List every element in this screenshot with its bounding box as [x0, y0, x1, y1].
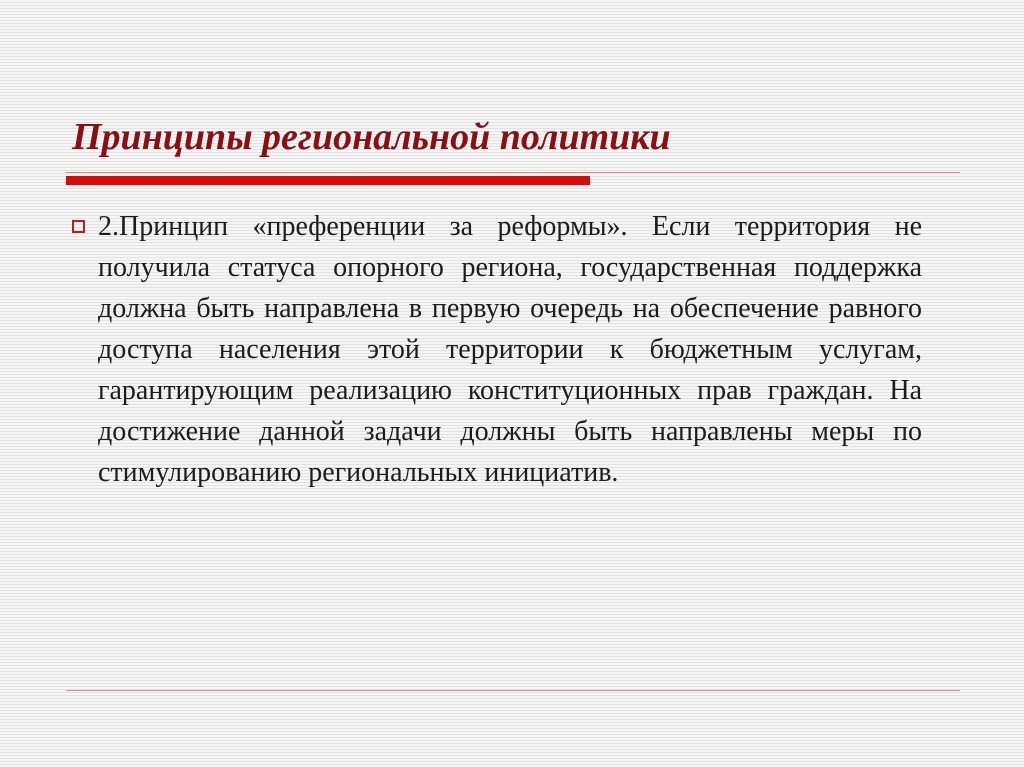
title-divider-thin	[66, 172, 960, 173]
footer-divider	[66, 690, 960, 691]
bullet-paragraph: 2.Принцип «преференции за реформы». Если территория не получила статуса опорного региона, государственная поддержка должна быть направлена в первую очередь на обеспечение равного доступа населения этой территории к бюджетным услугам, гарантирующим реализацию конституционных прав граждан. На достижение данной задачи должны быть направлены меры по стимулированию региональных инициатив.	[98, 211, 922, 488]
hollow-square-bullet-icon	[72, 220, 85, 233]
slide-title: Принципы региональной политики	[72, 116, 671, 158]
title-accent-bar	[66, 176, 590, 185]
